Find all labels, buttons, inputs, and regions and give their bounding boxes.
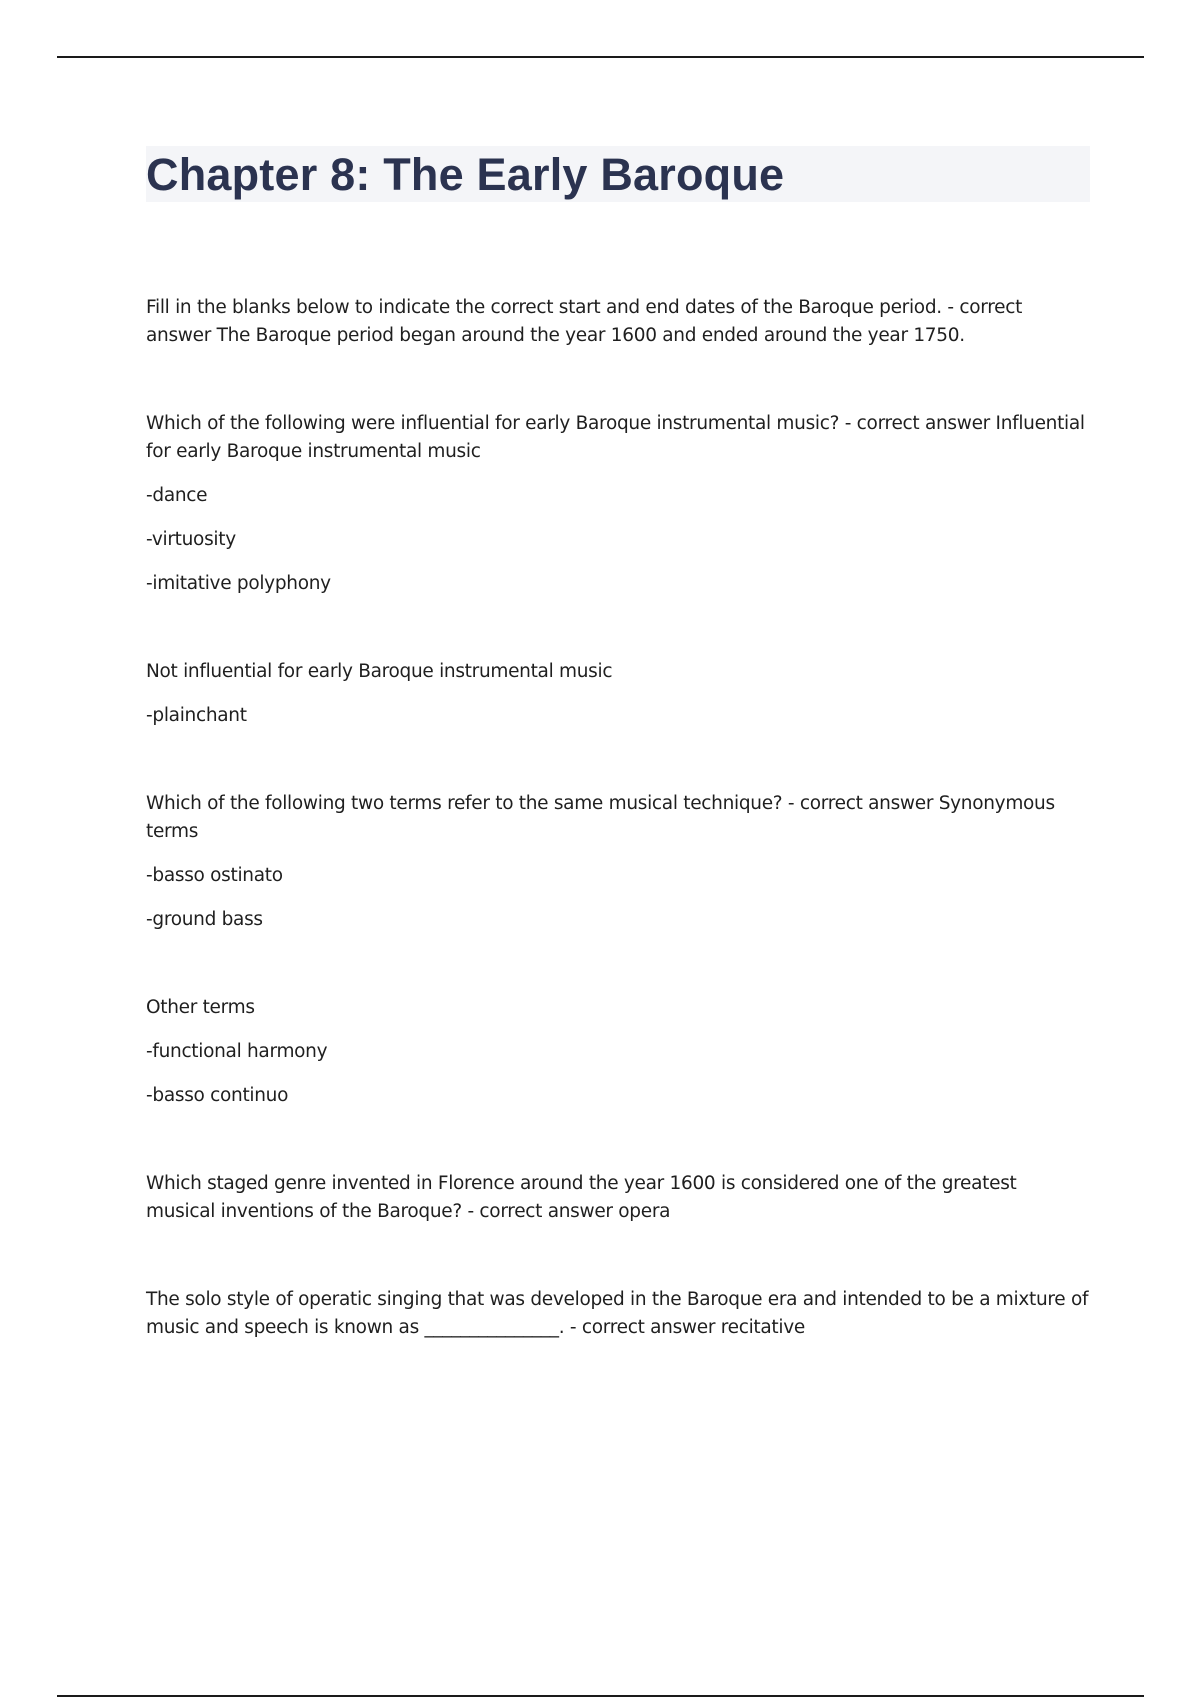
list-item: -basso ostinato (146, 865, 283, 886)
question-text: Which of the following were influential for early Baroque instrumental music? - correct answer Influential for early Baroque instrumental music (146, 413, 1085, 462)
bottom-rule (57, 1695, 1144, 1697)
list-item: -plainchant (146, 705, 247, 726)
list-item: -imitative polyphony (146, 573, 331, 594)
question-text: The solo style of operatic singing that was developed in the Baroque era and intended to be a mixture of music and speech is known as _______________. - correct answer recitative (146, 1289, 1089, 1338)
question-text: Fill in the blanks below to indicate the correct start and end dates of the Baroque period. - correct answer The Baroque period began around the year 1600 and ended around the year 1750. (146, 297, 1023, 346)
list-item: -functional harmony (146, 1041, 328, 1062)
list-item: -virtuosity (146, 529, 236, 550)
question-text: Other terms (146, 997, 255, 1018)
document-body (146, 146, 1090, 1342)
page-title: Chapter 8: The Early Baroque (146, 148, 785, 200)
list-item: -dance (146, 485, 208, 506)
question-text: Which staged genre invented in Florence around the year 1600 is considered one of the greatest musical inventions of the Baroque? - correct answer opera (146, 1173, 1017, 1222)
question-text: Not influential for early Baroque instrumental music (146, 661, 613, 682)
list-item: -basso continuo (146, 1085, 289, 1106)
title-band (146, 146, 1090, 202)
list-item: -ground bass (146, 909, 263, 930)
qa-list (146, 294, 1090, 1342)
top-rule (57, 56, 1144, 58)
question-text: Which of the following two terms refer to the same musical technique? - correct answer Synonymous terms (146, 793, 1055, 842)
